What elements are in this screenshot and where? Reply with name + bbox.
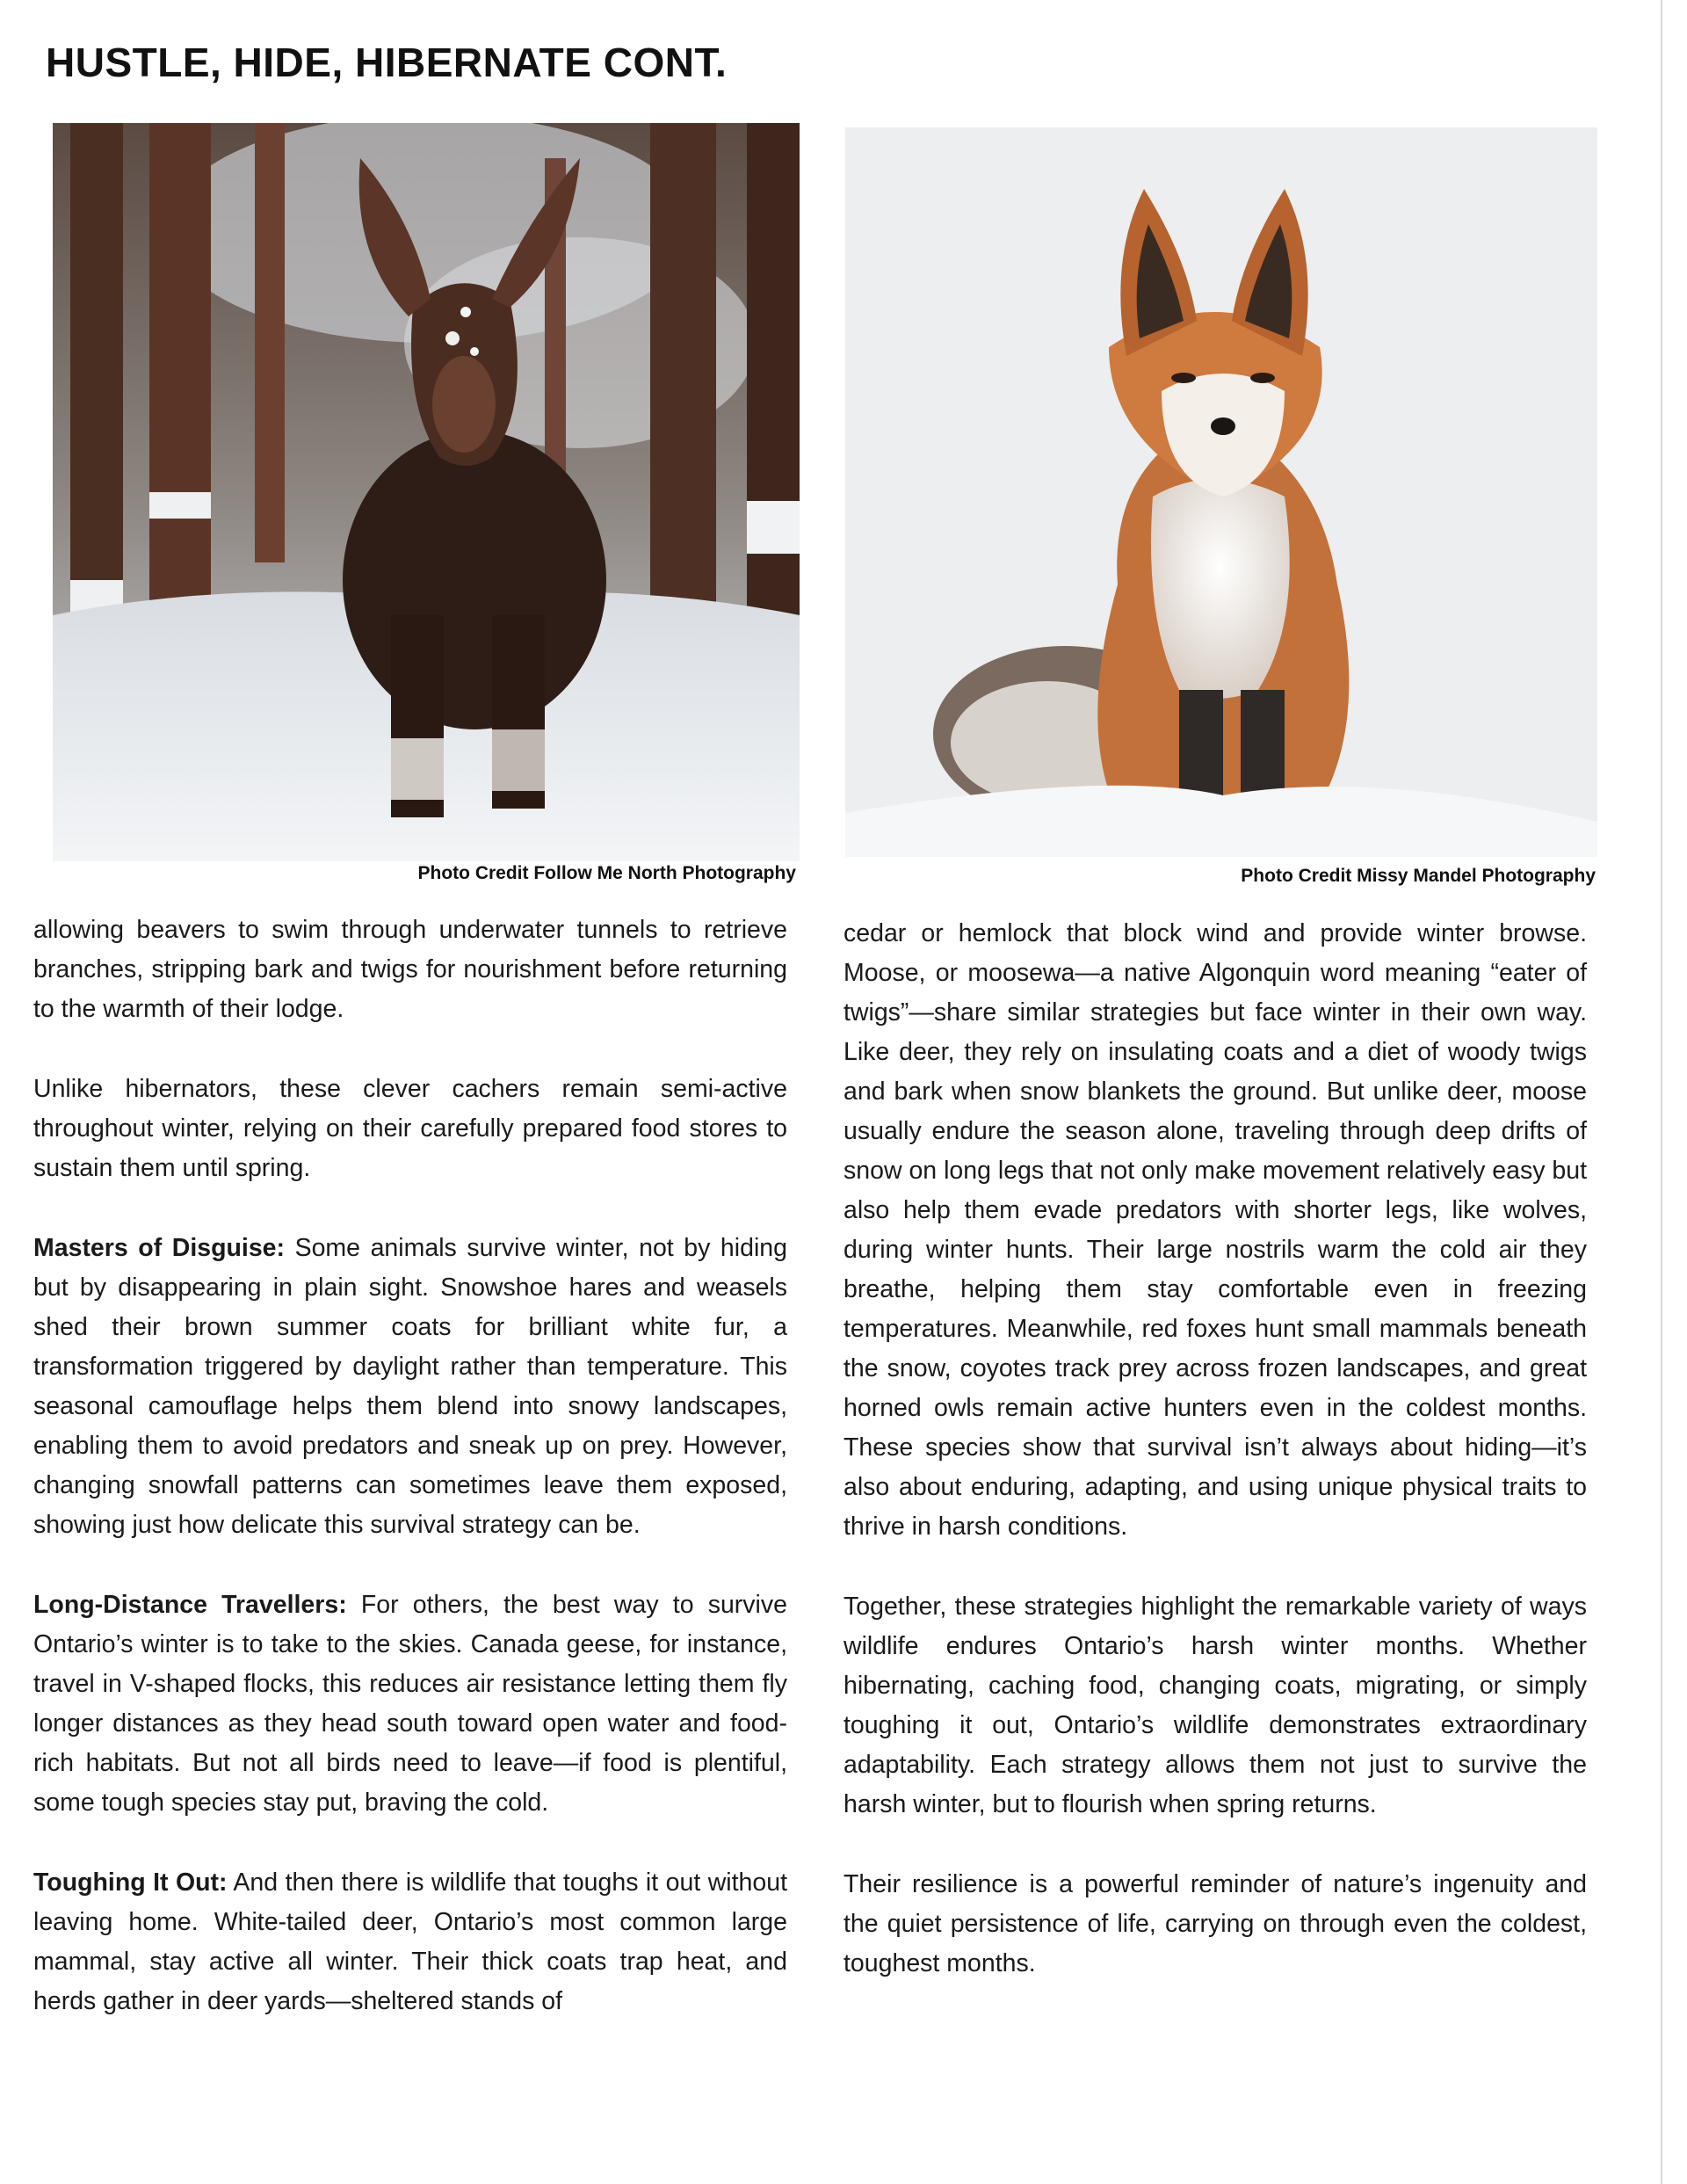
paragraph-beavers: allowing beavers to swim through underwater tunnels to retrieve branches, stripping bark and twigs for nourishment before returning to the warmth of their lodge. [33,916,787,1023]
paragraph-together: Together, these strategies highlight the remarkable variety of ways wildlife endures Ontario’s harsh winter months. Whether hibernating, caching food, changing coats, migrating, or simply toughing it out, Ontario’s wildlife demonstrates extraordinary adaptability. Each strategy allows them not just to survive the harsh winter, but to flourish when spring returns. [844,1593,1587,1818]
photo-credit-right: Photo Credit Missy Mandel Photography [1241,866,1596,886]
right-column [844,914,1587,2024]
fox-photo [845,127,1597,857]
paragraph-resilience: Their resilience is a powerful reminder of nature’s ingenuity and the quiet persistence of life, carrying on through even the coldest, toughest months. [844,1870,1587,1977]
moose-illustration [53,123,800,861]
section-heading-masters-of-disguise: Masters of Disguise: [33,1234,286,1262]
paragraph-masters-of-disguise [33,1229,787,1545]
page-title: HUSTLE, HIDE, HIBERNATE CONT. [46,40,728,85]
section-body-masters-of-disguise: Some animals survive winter, not by hiding but by disappearing in plain sight. Snowshoe hares and weasels shed their brown summer coats for brilliant white fur, a transformation triggered by daylight rather than temperature. This seasonal camouflage helps them blend into snowy landscapes, enabling them to avoid predators and sneak up on prey. However, changing snowfall patterns can sometimes leave them exposed, showing just how delicate this survival strategy can be. [33,1234,787,1539]
paragraph-toughing-it-out [33,1863,787,2021]
left-column [33,911,787,2062]
photo-credit-left: Photo Credit Follow Me North Photography [417,863,796,883]
section-heading-toughing-it-out: Toughing It Out: [33,1868,228,1897]
section-heading-long-distance-travellers: Long-Distance Travellers: [33,1591,347,1619]
page-edge-line [1661,0,1662,2184]
section-body-toughing-it-out: And then there is wildlife that toughs it out without leaving home. White-tailed deer, Ontario’s most common large mammal, stay active all winter. Their thick coats trap heat, and herds gather in deer yards—sheltered stands of [33,1868,787,2015]
section-body-long-distance-travellers: For others, the best way to survive Ontario’s winter is to take to the skies. Canada geese, for instance, travel in V-shaped flocks, this reduces air resistance letting them fly longer distances as they head south toward open water and food-rich habitats. But not all birds need to leave—if food is plentiful, some tough species stay put, braving the cold. [33,1591,787,1817]
paragraph-long-distance-travellers [33,1585,787,1823]
paragraph-moose-and-predators: cedar or hemlock that block wind and provide winter browse. Moose, or moosewa—a native Algonquin word meaning “eater of twigs”—share similar strategies but face winter in their own way. Like deer, they rely on insulating coats and a diet of woody twigs and bark when snow blankets the ground. But unlike deer, moose usually endure the season alone, traveling through deep drifts of snow on long legs that not only make movement relatively easy but also help them evade predators with shorter legs, like wolves, during winter hunts. Their large nostrils warm the cold air they breathe, helping them stay comfortable even in freezing temperatures. Meanwhile, red foxes hunt small mammals beneath the snow, coyotes track prey across frozen landscapes, and great horned owls remain active hunters even in the coldest months. These species show that survival isn’t always about hiding—it’s also about enduring, adapting, and using unique physical traits to thrive in harsh conditions. [844,919,1587,1541]
paragraph-cachers: Unlike hibernators, these clever cachers remain semi-active throughout winter, relying on their carefully prepared food stores to sustain them until spring. [33,1075,787,1182]
moose-photo [53,123,800,861]
fox-illustration [845,127,1597,857]
